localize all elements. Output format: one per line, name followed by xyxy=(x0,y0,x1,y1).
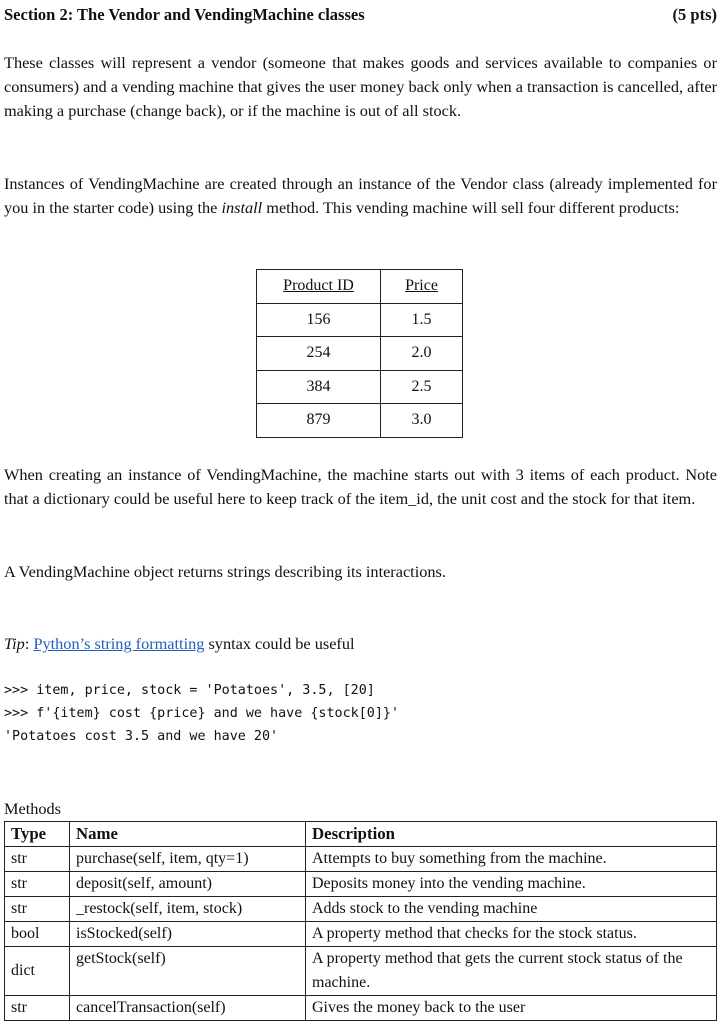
table-row xyxy=(5,897,717,922)
product-id-cell: 879 xyxy=(257,404,381,438)
method-name-cell: cancelTransaction(self) xyxy=(70,996,306,1021)
products-header-cell: Price xyxy=(381,270,463,304)
table-row xyxy=(5,922,717,947)
methods-label: Methods xyxy=(4,799,61,818)
product-id-cell: 254 xyxy=(257,337,381,371)
method-description-cell: Adds stock to the vending machine xyxy=(306,897,717,922)
creating-paragraph: When creating an instance of VendingMachine, the machine starts out with 3 items of each product. Note that a dictionary could be useful here to keep track of the item_id, the unit cost and the stock for that item. xyxy=(4,465,717,508)
table-row xyxy=(5,996,717,1021)
method-type-cell: bool xyxy=(5,922,70,947)
method-type-cell: str xyxy=(5,847,70,872)
table-row xyxy=(5,872,717,897)
returns-paragraph: A VendingMachine object returns strings describing its interactions. xyxy=(4,562,446,581)
section-points: (5 pts) xyxy=(672,5,717,24)
instances-paragraph: Instances of VendingMachine are created through an instance of the Vendor class (already implemented for you in the starter code) using the install method. This vending machine will sell four different products: xyxy=(4,174,717,217)
method-description-cell: A property method that checks for the stock status. xyxy=(306,922,717,947)
table-row xyxy=(257,337,463,371)
methods-table xyxy=(4,821,717,1021)
intro-paragraph: These classes will represent a vendor (someone that makes goods and services available to companies or consumers) and a vending machine that gives the user money back only when a transaction is cancelled, after making a purchase (change back), or if the machine is out of all stock. xyxy=(4,53,717,120)
product-id-cell: 156 xyxy=(257,303,381,337)
price-cell: 2.0 xyxy=(381,337,463,371)
products-header-row xyxy=(257,270,463,304)
method-type-cell: str xyxy=(5,897,70,922)
methods-header-cell: Type xyxy=(5,822,70,847)
method-name-cell: isStocked(self) xyxy=(70,922,306,947)
section-heading xyxy=(4,4,717,26)
install-method-name: install xyxy=(221,198,263,217)
string-formatting-link[interactable]: Python’s string formatting xyxy=(33,634,205,653)
method-description-cell: A property method that gets the current stock status of the machine. xyxy=(306,947,717,996)
section-title: Section 2: The Vendor and VendingMachine classes xyxy=(4,5,365,24)
method-type-cell: str xyxy=(5,996,70,1021)
price-cell: 1.5 xyxy=(381,303,463,337)
methods-header-cell: Name xyxy=(70,822,306,847)
price-cell: 3.0 xyxy=(381,404,463,438)
code-line-3: 'Potatoes cost 3.5 and we have 20' xyxy=(4,729,279,744)
code-line-1: >>> item, price, stock = 'Potatoes', 3.5, [20] xyxy=(4,683,375,698)
method-description-cell: Deposits money into the vending machine. xyxy=(306,872,717,897)
price-cell: 2.5 xyxy=(381,370,463,404)
table-row xyxy=(257,404,463,438)
method-name-cell: getStock(self) xyxy=(70,947,306,996)
table-row xyxy=(257,370,463,404)
method-name-cell: purchase(self, item, qty=1) xyxy=(70,847,306,872)
methods-header-row xyxy=(5,822,717,847)
table-row xyxy=(257,303,463,337)
method-type-cell: dict xyxy=(5,947,70,996)
tip-label: Tip xyxy=(4,634,25,653)
method-type-cell: str xyxy=(5,872,70,897)
product-id-cell: 384 xyxy=(257,370,381,404)
table-row xyxy=(5,847,717,872)
tip-line: Tip: Python’s string formatting syntax could be useful xyxy=(4,634,355,653)
method-name-cell: deposit(self, amount) xyxy=(70,872,306,897)
methods-header-cell: Description xyxy=(306,822,717,847)
method-name-cell: _restock(self, item, stock) xyxy=(70,897,306,922)
method-description-cell: Gives the money back to the user xyxy=(306,996,717,1021)
table-row xyxy=(5,947,717,996)
products-header-cell: Product ID xyxy=(257,270,381,304)
code-line-2: >>> f'{item} cost {price} and we have {stock[0]}' xyxy=(4,706,400,721)
method-description-cell: Attempts to buy something from the machine. xyxy=(306,847,717,872)
products-table xyxy=(256,269,463,438)
